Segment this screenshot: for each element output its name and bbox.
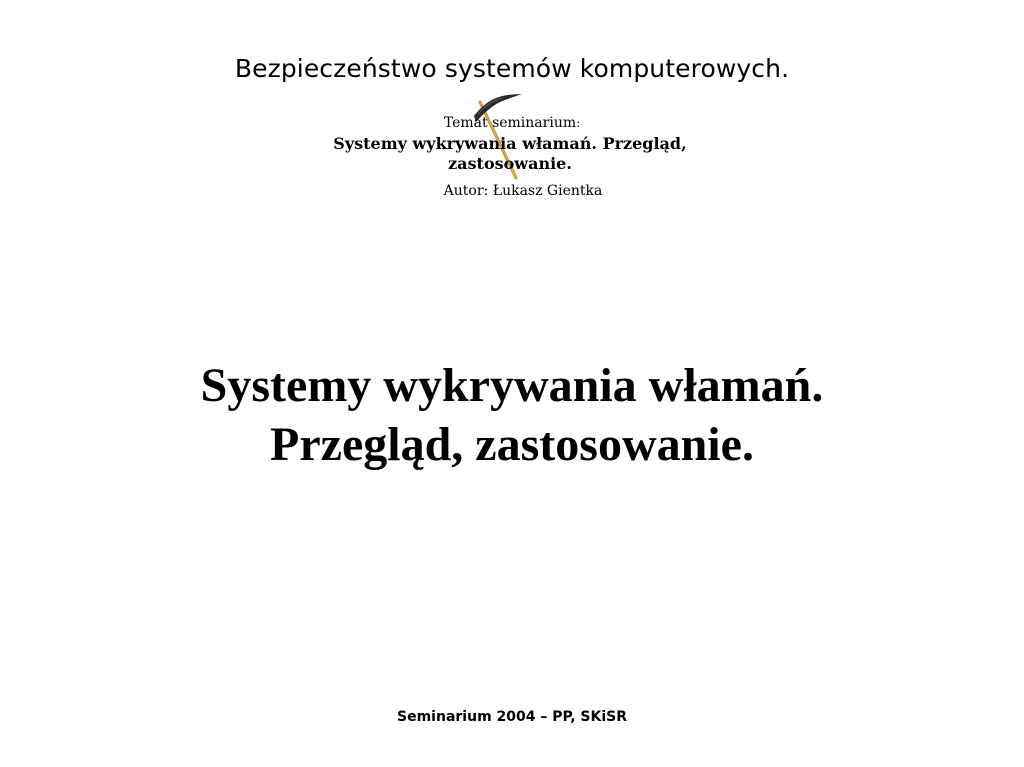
slide-footer: Seminarium 2004 – PP, SKiSR: [397, 709, 627, 725]
topic-title-line-2: zastosowanie.: [448, 154, 572, 173]
topic-label-colon: :: [576, 116, 581, 130]
topic-label-text: Temat seminarium: [443, 115, 577, 131]
topic-title: [300, 134, 720, 174]
topic-title-line-1: Systemy wykrywania włamań. Przegląd,: [333, 134, 687, 153]
author-line: Autor: Łukasz Gientka: [443, 183, 603, 199]
topic-label: [0, 115, 1024, 131]
main-heading-line-2: Przegląd, zastosowanie.: [270, 418, 754, 471]
main-heading: [0, 356, 1024, 474]
course-title: Bezpieczeństwo systemów komputerowych.: [234, 54, 790, 83]
main-heading-line-1: Systemy wykrywania włamań.: [200, 359, 824, 412]
